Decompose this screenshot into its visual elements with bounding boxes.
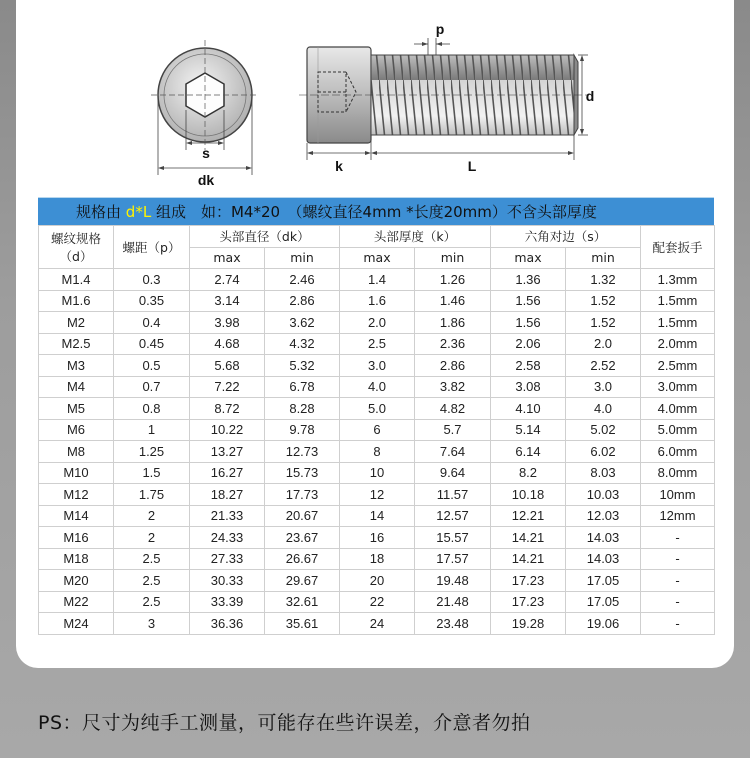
table-cell: 17.73 [265, 484, 340, 506]
table-cell: 6 [340, 419, 415, 441]
header-head-thickness: 头部厚度（k） [340, 226, 491, 248]
dim-label-p: p [435, 21, 445, 37]
table-cell: 19.06 [566, 613, 641, 635]
table-cell: 2.5 [114, 591, 190, 613]
table-cell: 1.6 [340, 290, 415, 312]
table-cell: 9.64 [415, 462, 491, 484]
table-cell: 32.61 [265, 591, 340, 613]
table-cell: 1.5 [114, 462, 190, 484]
table-cell: 6.0mm [641, 441, 715, 463]
table-row [39, 548, 715, 570]
table-cell: - [641, 570, 715, 592]
table-cell: 5.32 [265, 355, 340, 377]
dim-label-s: s [202, 145, 210, 161]
table-cell: 3.0mm [641, 376, 715, 398]
table-cell: 1.56 [491, 290, 566, 312]
table-cell: 0.5 [114, 355, 190, 377]
table-cell: 23.48 [415, 613, 491, 635]
table-cell: 10mm [641, 484, 715, 506]
table-row [39, 398, 715, 420]
table-cell: 2.86 [265, 290, 340, 312]
table-cell: 2.58 [491, 355, 566, 377]
table-cell: 1.52 [566, 290, 641, 312]
table-cell: 1.36 [491, 269, 566, 291]
table-cell: 1.3mm [641, 269, 715, 291]
header-min: min [566, 247, 641, 269]
table-cell: 2.06 [491, 333, 566, 355]
table-cell: 19.28 [491, 613, 566, 635]
table-cell: 18 [340, 548, 415, 570]
table-cell: 1 [114, 419, 190, 441]
table-cell: 5.0 [340, 398, 415, 420]
table-cell: 17.57 [415, 548, 491, 570]
table-cell: 4.0 [566, 398, 641, 420]
table-cell: - [641, 591, 715, 613]
header-min: min [415, 247, 491, 269]
table-cell: 18.27 [190, 484, 265, 506]
table-cell: 2.5 [340, 333, 415, 355]
table-cell: 12 [340, 484, 415, 506]
table-cell: 2.36 [415, 333, 491, 355]
table-cell: M18 [39, 548, 114, 570]
table-cell: 0.3 [114, 269, 190, 291]
table-cell: 14.21 [491, 527, 566, 549]
table-cell: 4.0mm [641, 398, 715, 420]
table-cell: 5.02 [566, 419, 641, 441]
spec-card [16, 0, 734, 668]
table-row [39, 462, 715, 484]
table-cell: 10.18 [491, 484, 566, 506]
table-cell: 14.03 [566, 527, 641, 549]
table-cell: 8.2 [491, 462, 566, 484]
table-cell: - [641, 613, 715, 635]
table-cell: M8 [39, 441, 114, 463]
table-cell: 20.67 [265, 505, 340, 527]
table-cell: 2.46 [265, 269, 340, 291]
table-cell: 2.0mm [641, 333, 715, 355]
table-cell: 2.5 [114, 548, 190, 570]
table-cell: 23.67 [265, 527, 340, 549]
table-cell: 1.26 [415, 269, 491, 291]
table-cell: 14.21 [491, 548, 566, 570]
table-cell: 4.68 [190, 333, 265, 355]
table-cell: 24.33 [190, 527, 265, 549]
table-cell: 30.33 [190, 570, 265, 592]
table-cell: 36.36 [190, 613, 265, 635]
table-cell: 14 [340, 505, 415, 527]
table-cell: 8 [340, 441, 415, 463]
table-cell: 4.10 [491, 398, 566, 420]
dim-label-dk: dk [197, 172, 215, 188]
table-cell: M10 [39, 462, 114, 484]
spec-title-bar [38, 197, 714, 225]
table-cell: M24 [39, 613, 114, 635]
table-cell: 0.7 [114, 376, 190, 398]
table-cell: 5.7 [415, 419, 491, 441]
table-cell: 12.03 [566, 505, 641, 527]
header-min: min [265, 247, 340, 269]
table-cell: 2.0 [340, 312, 415, 334]
table-cell: 2.86 [415, 355, 491, 377]
table-cell: 17.05 [566, 570, 641, 592]
table-cell: 8.72 [190, 398, 265, 420]
table-cell: 3.14 [190, 290, 265, 312]
table-cell: 12.57 [415, 505, 491, 527]
table-cell: 2.74 [190, 269, 265, 291]
table-cell: 3.62 [265, 312, 340, 334]
table-cell: M4 [39, 376, 114, 398]
table-cell: M1.6 [39, 290, 114, 312]
header-spec: 螺纹规格（d） [39, 226, 114, 269]
table-cell: 10 [340, 462, 415, 484]
table-cell: 1.56 [491, 312, 566, 334]
table-cell: 2.52 [566, 355, 641, 377]
header-head-diameter: 头部直径（dk） [190, 226, 340, 248]
spec-table [38, 225, 715, 635]
table-cell: 21.33 [190, 505, 265, 527]
table-row [39, 333, 715, 355]
table-cell: 1.32 [566, 269, 641, 291]
table-cell: 1.46 [415, 290, 491, 312]
title-prefix: 规格由 [76, 203, 122, 221]
table-cell: 10.22 [190, 419, 265, 441]
table-row [39, 527, 715, 549]
table-cell: 22 [340, 591, 415, 613]
table-cell: 2 [114, 527, 190, 549]
header-wrench: 配套扳手 [641, 226, 715, 269]
table-cell: 12.21 [491, 505, 566, 527]
table-cell: - [641, 548, 715, 570]
table-row [39, 505, 715, 527]
header-max: max [491, 247, 566, 269]
table-cell: 5.14 [491, 419, 566, 441]
table-cell: 17.23 [491, 570, 566, 592]
table-cell: M22 [39, 591, 114, 613]
table-cell: 2 [114, 505, 190, 527]
table-cell: 1.5mm [641, 290, 715, 312]
table-cell: 0.8 [114, 398, 190, 420]
table-cell: 1.25 [114, 441, 190, 463]
table-cell: 3.08 [491, 376, 566, 398]
table-cell: 0.4 [114, 312, 190, 334]
table-cell: 1.4 [340, 269, 415, 291]
table-cell: 21.48 [415, 591, 491, 613]
table-row [39, 419, 715, 441]
table-row [39, 613, 715, 635]
table-cell: 33.39 [190, 591, 265, 613]
table-cell: 3.0 [340, 355, 415, 377]
dim-label-d: d [585, 88, 595, 104]
table-cell: 4.82 [415, 398, 491, 420]
table-cell: 35.61 [265, 613, 340, 635]
screw-dimension-drawing [16, 0, 734, 190]
table-row [39, 376, 715, 398]
table-cell: 8.0mm [641, 462, 715, 484]
table-row [39, 591, 715, 613]
table-cell: 1.52 [566, 312, 641, 334]
header-max: max [340, 247, 415, 269]
table-row [39, 269, 715, 291]
table-cell: 19.48 [415, 570, 491, 592]
table-cell: 6.14 [491, 441, 566, 463]
table-cell: 14.03 [566, 548, 641, 570]
table-cell: M2.5 [39, 333, 114, 355]
header-pitch: 螺距（p） [114, 226, 190, 269]
table-cell: M5 [39, 398, 114, 420]
table-cell: M2 [39, 312, 114, 334]
table-cell: 13.27 [190, 441, 265, 463]
table-cell: 27.33 [190, 548, 265, 570]
table-cell: 7.22 [190, 376, 265, 398]
table-cell: M12 [39, 484, 114, 506]
table-cell: 9.78 [265, 419, 340, 441]
table-cell: M3 [39, 355, 114, 377]
table-row [39, 484, 715, 506]
footer-note: PS：尺寸为纯手工测量，可能存在些许误差，介意者勿拍 [38, 712, 531, 734]
table-cell: 6.02 [566, 441, 641, 463]
table-cell: 17.05 [566, 591, 641, 613]
table-row [39, 441, 715, 463]
table-cell: 0.45 [114, 333, 190, 355]
table-cell: 1.5mm [641, 312, 715, 334]
table-cell: 2.0 [566, 333, 641, 355]
table-cell: 17.23 [491, 591, 566, 613]
header-hex-across-flats: 六角对边（s） [491, 226, 641, 248]
header-max: max [190, 247, 265, 269]
table-cell: 26.67 [265, 548, 340, 570]
table-cell: 16.27 [190, 462, 265, 484]
table-cell: 20 [340, 570, 415, 592]
table-cell: 16 [340, 527, 415, 549]
table-cell: M16 [39, 527, 114, 549]
table-cell: 2.5mm [641, 355, 715, 377]
table-row [39, 570, 715, 592]
table-cell: M20 [39, 570, 114, 592]
table-cell: M1.4 [39, 269, 114, 291]
table-cell: 1.86 [415, 312, 491, 334]
table-cell: M6 [39, 419, 114, 441]
table-row [39, 312, 715, 334]
table-cell: 3.98 [190, 312, 265, 334]
table-cell: 6.78 [265, 376, 340, 398]
table-cell: 5.0mm [641, 419, 715, 441]
table-cell: 5.68 [190, 355, 265, 377]
table-cell: 10.03 [566, 484, 641, 506]
table-cell: 7.64 [415, 441, 491, 463]
title-suffix: 组成 如：M4*20 （螺纹直径4mm *长度20mm）不含头部厚度 [155, 203, 597, 221]
table-cell: 4.0 [340, 376, 415, 398]
table-cell: 3.82 [415, 376, 491, 398]
table-cell: - [641, 527, 715, 549]
table-cell: 24 [340, 613, 415, 635]
dim-label-k: k [335, 158, 343, 174]
dim-label-L: L [467, 158, 477, 174]
table-cell: 2.5 [114, 570, 190, 592]
table-cell: 8.03 [566, 462, 641, 484]
table-row [39, 355, 715, 377]
table-cell: 15.73 [265, 462, 340, 484]
table-cell: 3.0 [566, 376, 641, 398]
table-cell: 4.32 [265, 333, 340, 355]
title-highlight: d*L [125, 203, 152, 221]
table-cell: 0.35 [114, 290, 190, 312]
table-cell: 1.75 [114, 484, 190, 506]
table-cell: 11.57 [415, 484, 491, 506]
table-row [39, 290, 715, 312]
table-cell: 8.28 [265, 398, 340, 420]
table-cell: 12.73 [265, 441, 340, 463]
table-cell: 12mm [641, 505, 715, 527]
table-cell: M14 [39, 505, 114, 527]
table-cell: 3 [114, 613, 190, 635]
table-cell: 15.57 [415, 527, 491, 549]
table-cell: 29.67 [265, 570, 340, 592]
screw-side-view [299, 38, 588, 160]
